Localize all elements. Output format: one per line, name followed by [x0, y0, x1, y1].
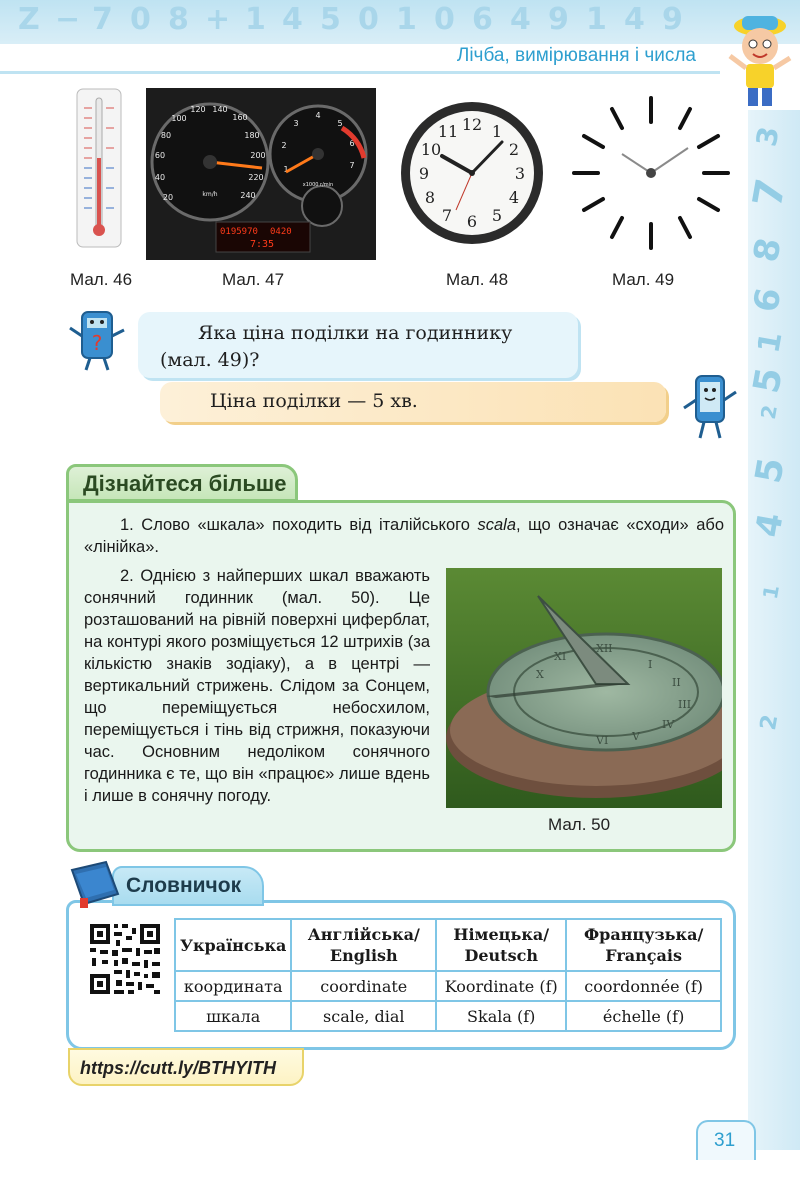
- band-symbol: 7: [92, 2, 113, 37]
- learn-more-paragraph-2: 2. Однією з найперших шкал вважають сонячний годинник (мал. 50). Це розташований на рівній поверхні циферблат, на контурі якого розміщується 12 штрихів (за кількістю знаків зодіаку), а в центрі — вертикальний стрижень. Слідом за Сонцем, що переміщується небосхилом, переміщується і тінь від стрижня, показуючи час. Основним недоліком сонячного годинника є те, що він «працює» лише вдень і лише в сонячну погоду.: [84, 567, 430, 805]
- strip-symbol: 1: [751, 329, 790, 356]
- clock-number: 5: [491, 206, 503, 225]
- band-symbol: +: [205, 2, 231, 37]
- strip-symbol: 6: [746, 284, 790, 316]
- clock-number: 4: [508, 188, 520, 207]
- figure-caption: Мал. 46: [70, 270, 133, 289]
- resource-link[interactable]: https://cutt.ly/BTHYITH: [80, 1058, 276, 1078]
- book-icon: [66, 858, 124, 908]
- svg-text:IV: IV: [662, 718, 675, 731]
- svg-text:V: V: [632, 730, 640, 743]
- speed-tick: 240: [240, 191, 256, 200]
- speed-tick: 160: [232, 113, 248, 122]
- svg-text:?: ?: [91, 331, 103, 355]
- band-symbol: Z: [18, 2, 40, 37]
- rpm-unit: x1000 r/min: [302, 182, 334, 188]
- svg-text:VI: VI: [596, 734, 609, 747]
- paragraph-text-tail: , що означає «сходи» або «лінійка».: [84, 516, 724, 556]
- sundial-photo: [446, 568, 722, 808]
- svg-text:III: III: [678, 698, 692, 711]
- strip-symbol: 2: [755, 403, 782, 421]
- speed-unit: km/h: [202, 191, 218, 198]
- table-header-row: [175, 919, 721, 971]
- dictionary-tab: [112, 866, 264, 906]
- calculator-mascot-icon: [66, 306, 132, 374]
- band-symbol: 4: [282, 2, 303, 37]
- trip-readout: 0420: [270, 227, 292, 237]
- time-readout: 7:35: [250, 239, 275, 250]
- strip-symbol: 5: [746, 364, 791, 397]
- answer-bubble: [160, 382, 666, 422]
- band-symbol: −: [55, 2, 81, 37]
- table-row: [175, 1001, 721, 1031]
- question-bubble: [138, 312, 578, 378]
- learn-more-tab: [66, 464, 298, 502]
- clock-number: 1: [491, 122, 503, 141]
- table-header: Французька/ Français: [566, 919, 721, 971]
- band-symbol: 9: [662, 2, 683, 37]
- strip-symbol: 7: [744, 175, 795, 211]
- paragraph-number: 1.: [120, 516, 134, 534]
- band-symbol: 4: [510, 2, 531, 37]
- table-cell: координата: [175, 971, 291, 1001]
- odometer-readout: 0195970: [220, 227, 258, 237]
- strip-symbol: 5: [748, 454, 793, 487]
- side-decor-strip: [744, 110, 800, 1150]
- header-decor-band: [0, 0, 800, 44]
- paragraph-text: Слово «шкала» походить від італійського: [141, 516, 470, 534]
- rpm-tick: 2: [281, 141, 287, 150]
- clock-number: 8: [424, 188, 436, 207]
- dial-clock-image: [566, 92, 736, 254]
- speed-tick: 80: [160, 131, 172, 140]
- band-symbol: 5: [320, 2, 341, 37]
- speed-tick: 120: [190, 105, 206, 114]
- svg-text:XII: XII: [596, 642, 613, 655]
- thermometer-image: [76, 88, 122, 248]
- figure-caption: Мал. 49: [612, 270, 675, 289]
- clock-number: 3: [514, 164, 526, 183]
- band-symbol: 0: [434, 2, 455, 37]
- strip-symbol: 2: [756, 712, 784, 733]
- svg-text:I: I: [648, 658, 653, 671]
- svg-text:XI: XI: [554, 650, 567, 663]
- table-cell: Skala (f): [436, 1001, 566, 1031]
- clock-number: 10: [420, 140, 442, 159]
- figure-caption: Мал. 47: [222, 270, 285, 289]
- svg-text:II: II: [672, 676, 681, 689]
- rpm-tick: 6: [349, 139, 355, 148]
- speed-tick: 60: [154, 151, 166, 160]
- speed-tick: 180: [244, 131, 260, 140]
- band-symbol: 0: [130, 2, 151, 37]
- clock-number: 9: [418, 164, 430, 183]
- answer-text: Ціна поділки — 5 хв.: [210, 390, 418, 412]
- table-row: [175, 971, 721, 1001]
- strip-symbol: 8: [746, 234, 790, 266]
- strip-symbol: 3: [749, 124, 786, 149]
- italic-term: scala: [477, 516, 517, 534]
- band-symbol: 9: [548, 2, 569, 37]
- speed-tick: 40: [154, 173, 166, 182]
- section-title: Лічба, вимірювання і числа: [456, 45, 696, 66]
- learn-more-paragraph-1: [84, 514, 724, 558]
- clock-number: 6: [466, 212, 478, 231]
- band-symbol: 0: [358, 2, 379, 37]
- table-cell: coordinate: [291, 971, 436, 1001]
- rpm-tick: 4: [315, 111, 321, 120]
- figure-caption: Мал. 48: [446, 270, 509, 289]
- rpm-tick: 1: [283, 165, 289, 174]
- link-box[interactable]: [68, 1048, 304, 1086]
- clock-number: 2: [508, 140, 520, 159]
- learn-more-title: Дізнайтеся більше: [83, 471, 287, 496]
- strip-symbol: 1: [757, 583, 784, 601]
- strip-symbol: 4: [748, 509, 792, 541]
- clock-number: 7: [441, 206, 453, 225]
- wall-clock-image: [398, 100, 546, 246]
- rpm-tick: 5: [337, 119, 343, 128]
- phone-mascot-icon: [680, 372, 742, 444]
- page-number-tab: [696, 1120, 756, 1160]
- figure-caption: Мал. 50: [548, 815, 611, 834]
- band-symbol: 1: [245, 2, 266, 37]
- speed-tick: 100: [171, 114, 187, 123]
- clock-number: 12: [461, 115, 483, 134]
- band-symbol: 1: [586, 2, 607, 37]
- band-symbol: 8: [168, 2, 189, 37]
- band-symbol: 1: [396, 2, 417, 37]
- speed-tick: 140: [212, 105, 228, 114]
- table-header: Українська: [175, 919, 291, 971]
- svg-text:X: X: [536, 668, 544, 681]
- rpm-tick: 7: [349, 161, 355, 170]
- table-cell: шкала: [175, 1001, 291, 1031]
- table-header: Англійська/ English: [291, 919, 436, 971]
- page-number: 31: [714, 1130, 736, 1151]
- table-cell: coordonnée (f): [566, 971, 721, 1001]
- table-cell: échelle (f): [566, 1001, 721, 1031]
- clock-number: 11: [437, 122, 459, 141]
- dictionary-title: Словничок: [126, 874, 242, 897]
- dictionary-table: [174, 918, 722, 1032]
- band-symbol: 6: [472, 2, 493, 37]
- speed-tick: 220: [248, 173, 264, 182]
- speed-tick: 20: [162, 193, 174, 202]
- table-cell: scale, dial: [291, 1001, 436, 1031]
- band-symbol: 4: [624, 2, 645, 37]
- rpm-tick: 3: [293, 119, 299, 128]
- table-header: Німецька/ Deutsch: [436, 919, 566, 971]
- qr-code-icon: [88, 922, 162, 996]
- car-dashboard-image: [146, 88, 376, 260]
- question-text: Яка ціна поділки на годиннику (мал. 49)?: [160, 322, 513, 371]
- speed-tick: 200: [250, 151, 266, 160]
- table-cell: Koordinate (f): [436, 971, 566, 1001]
